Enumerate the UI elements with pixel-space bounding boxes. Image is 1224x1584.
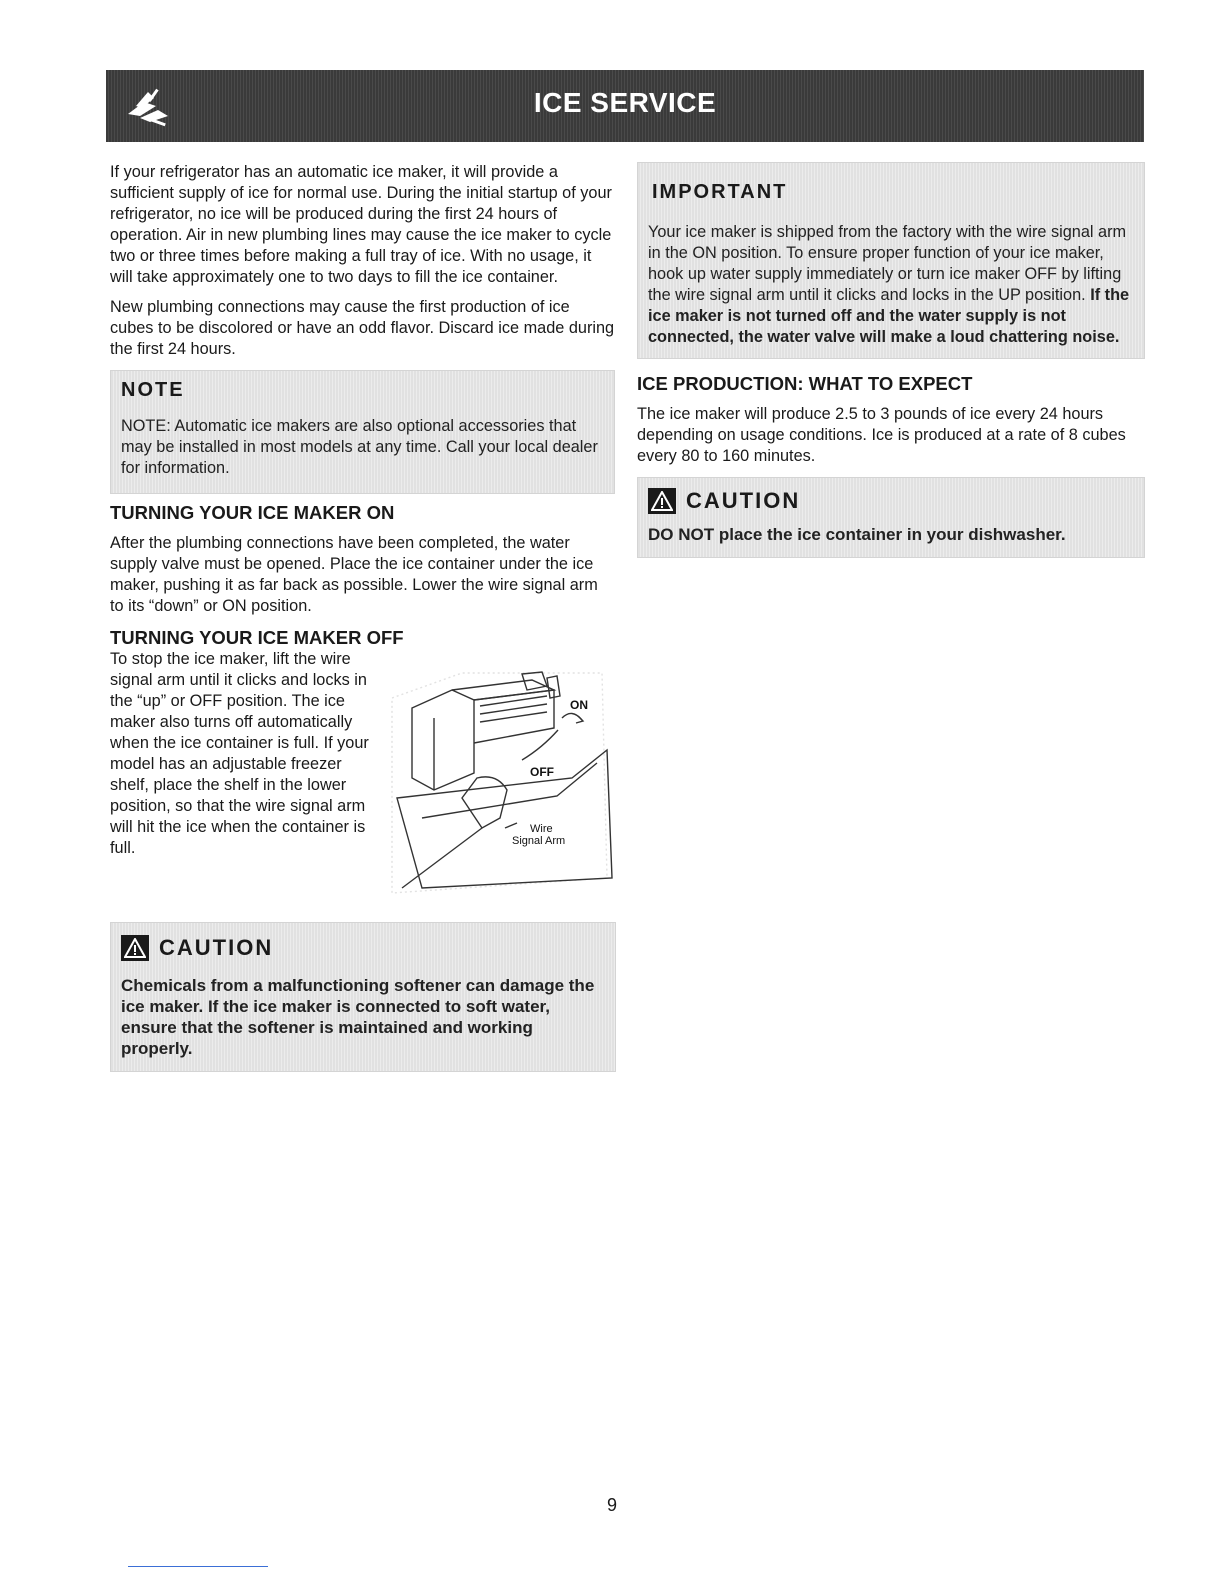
intro-paragraph-1: If your refrigerator has an automatic ice maker, it will provide a sufficient supply of ice for normal use. During the initial startup of your refrigerator, no ice will be produced during the first 24 hours of operation. Air in new plumbing lines may cause the ice maker to cycle two or three times before making a full tray of ice. With no usage, it will take approximately one to two days to fill the ice container.: [110, 163, 612, 286]
turning-off-body: To stop the ice maker, lift the wire signal arm until it clicks and locks in the “up” or OFF position. The ice maker also turns off automatically when the ice container is full. If your model has an adjustable freezer shelf, place the shelf in the lower position, so that the wire signal arm will hit the ice when the container is full.: [110, 650, 369, 857]
ice-production-body: The ice maker will produce 2.5 to 3 pounds of ice every 24 hours depending on usage conditions. Ice is produced at a rate of 8 cubes every 80 to 160 minutes.: [637, 405, 1126, 465]
warning-icon: [121, 935, 149, 961]
ice-production-heading: ICE PRODUCTION: WHAT TO EXPECT: [637, 373, 973, 394]
intro-paragraph-2: New plumbing connections may cause the first production of ice cubes to be discolored or have an odd flavor. Discard ice made during the first 24 hours.: [110, 298, 615, 358]
note-body: NOTE: Automatic ice makers are also optional accessories that may be installed in most models at any time. Call your local dealer for information.: [121, 417, 598, 477]
caution-box-softener: [110, 922, 616, 1072]
section-header: [106, 70, 1144, 142]
note-box: [110, 370, 615, 494]
figure-label-off: OFF: [530, 765, 554, 779]
important-box: [637, 162, 1145, 359]
caution-body-right: DO NOT place the ice container in your dishwasher.: [648, 525, 1066, 544]
turning-on-body: After the plumbing connections have been completed, the water supply valve must be opened. Place the ice container under the ice maker, pushing it as far back as possible. Lower the wire signal arm to its “down” or ON position.: [110, 534, 598, 615]
important-body-bold: If the ice maker is not turned off and the water supply is not connected, the water valve will make a loud chattering noise.: [648, 286, 1130, 346]
important-body-plain: Your ice maker is shipped from the factory with the wire signal arm in the ON position. To ensure proper function of your ice maker, hook up water supply immediately or turn ice maker OFF by lifting the wire signal arm until it clicks and locks in the UP position.: [648, 223, 1127, 304]
caution-title-left-text: CAUTION: [159, 935, 274, 960]
figure-label-on: ON: [570, 698, 588, 712]
important-title: IMPORTANT: [652, 181, 788, 203]
caution-body-left: Chemicals from a malfunctioning softener can damage the ice maker. If the ice maker is connected to soft water, ensure that the softener is maintained and working properly.: [121, 976, 595, 1058]
footer-rule: [128, 1566, 268, 1567]
turning-off-heading: TURNING YOUR ICE MAKER OFF: [110, 627, 404, 648]
turning-on-heading: TURNING YOUR ICE MAKER ON: [110, 502, 395, 523]
caution-box-dishwasher: [637, 477, 1145, 558]
caution-title-left: [121, 935, 601, 961]
ice-maker-illustration: [382, 668, 617, 900]
page-number: 9: [606, 1495, 617, 1515]
figure-label-wire: Wire: [530, 823, 553, 835]
warning-icon: [648, 488, 676, 514]
figure-label-signal-arm: Signal Arm: [512, 835, 566, 847]
caution-title-right-text: CAUTION: [686, 488, 801, 513]
ice-maker-drawing: [382, 668, 617, 900]
right-column: [637, 162, 1145, 558]
caution-title-right: [648, 488, 1134, 514]
note-title: NOTE: [121, 379, 185, 401]
important-body: [648, 222, 1134, 348]
page-title: ICE SERVICE: [533, 87, 717, 118]
